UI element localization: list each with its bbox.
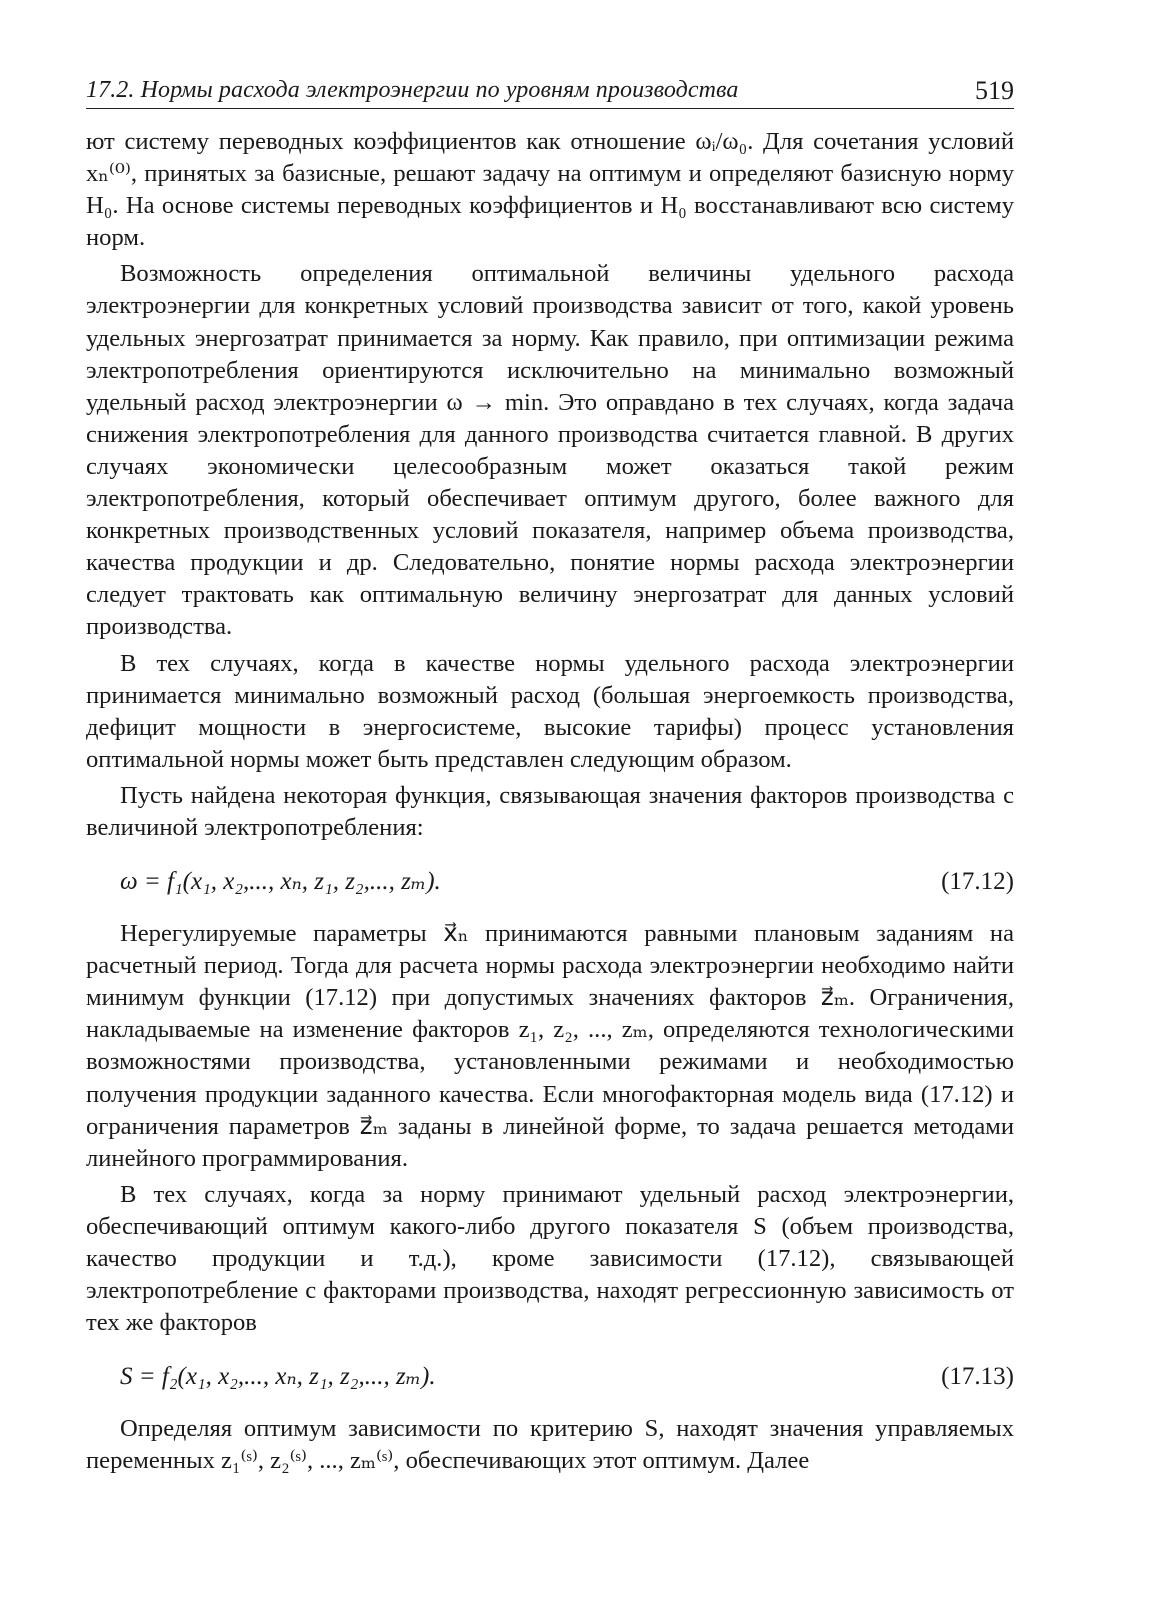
running-header (86, 72, 1014, 109)
formula-expression: S = f₂(x₁, x₂,..., xₙ, z₁, z₂,..., zₘ). (120, 1363, 436, 1391)
formula-expression: ω = f₁(x₁, x₂,..., xₙ, z₁, z₂,..., zₘ). (120, 868, 441, 896)
paragraph-4: Пусть найдена некоторая функция, связывающая значения факторов производства с величиной электропотребления: (86, 781, 1014, 841)
paragraph-3: В тех случаях, когда в качестве нормы удельного расхода электроэнергии принимается минимально возможный расход (большая энергоемкость производства, дефицит мощности в энергосистеме, высокие тарифы) процесс установления оптимальной нормы может быть представлен следующим образом. (86, 649, 1014, 773)
formula-number: (17.12) (941, 868, 1014, 896)
paragraph-6: В тех случаях, когда за норму принимают удельный расход электроэнергии, обеспечивающий оптимум какого-либо другого показателя S (объем производства, качество продукции и т.д.), кроме зависимости (17.12), связывающей электропотребление с факторами производства, находят регрессионную зависимость от тех же факторов (86, 1180, 1014, 1337)
body-text (86, 126, 1014, 1481)
page-number: 519 (975, 76, 1014, 105)
formula-number: (17.13) (941, 1363, 1014, 1391)
paragraph-1: ют систему переводных коэффициентов как отношение ωᵢ/ω₀. Для сочетания условий xₙ⁽⁰⁾, принятых за базисные, решают задачу на оптимум и определяют базисную норму H₀. На основе системы переводных коэффициентов и H₀ восстанавливают всю систему норм. (86, 128, 1014, 252)
paragraph-5: Нерегулируемые параметры x⃗ₙ принимаются равными плановым заданиям на расчетный период. Тогда для расчета нормы расхода электроэнергии необходимо найти минимум функции (17.12) при допустимых значениях факторов z⃗ₘ. Ограничения, накладываемые на изменение факторов z₁, z₂, ..., zₘ, определяются технологическими возможностями производства, установленными режимами и необходимостью получения продукции заданного качества. Если многофакторная модель вида (17.12) и ограничения параметров z⃗ₘ заданы в линейной форме, то задача решается методами линейного программирования. (86, 920, 1014, 1172)
header-title: 17.2. Нормы расхода электроэнергии по уровням производства (86, 77, 739, 103)
paragraph-7: Определяя оптимум зависимости по критерию S, находят значения управляемых переменных z₁⁽ˢ⁾, z₂⁽ˢ⁾, ..., zₘ⁽ˢ⁾, обеспечивающих этот оптимум. Далее (86, 1415, 1014, 1475)
formula-17-13 (86, 1343, 1014, 1413)
formula-17-12 (86, 848, 1014, 918)
paragraph-2: Возможность определения оптимальной величины удельного расхода электроэнергии для конкретных условий производства зависит от того, какой уровень удельных энергозатрат принимается за норму. Как правило, при оптимизации режима электропотребления ориентируются исключительно на минимально возможный удельный расход электроэнергии ω → min. Это оправдано в тех случаях, когда задача снижения электропотребления для данного производства считается главной. В других случаях экономически целесообразным может оказаться такой режим электропотребления, который обеспечивает оптимум другого, более важного для конкретных производственных условий показателя, например объема производства, качества продукции и др. Следовательно, понятие нормы расхода электроэнергии следует трактовать как оптимальную величину энергозатрат для данных условий производства. (86, 260, 1014, 641)
